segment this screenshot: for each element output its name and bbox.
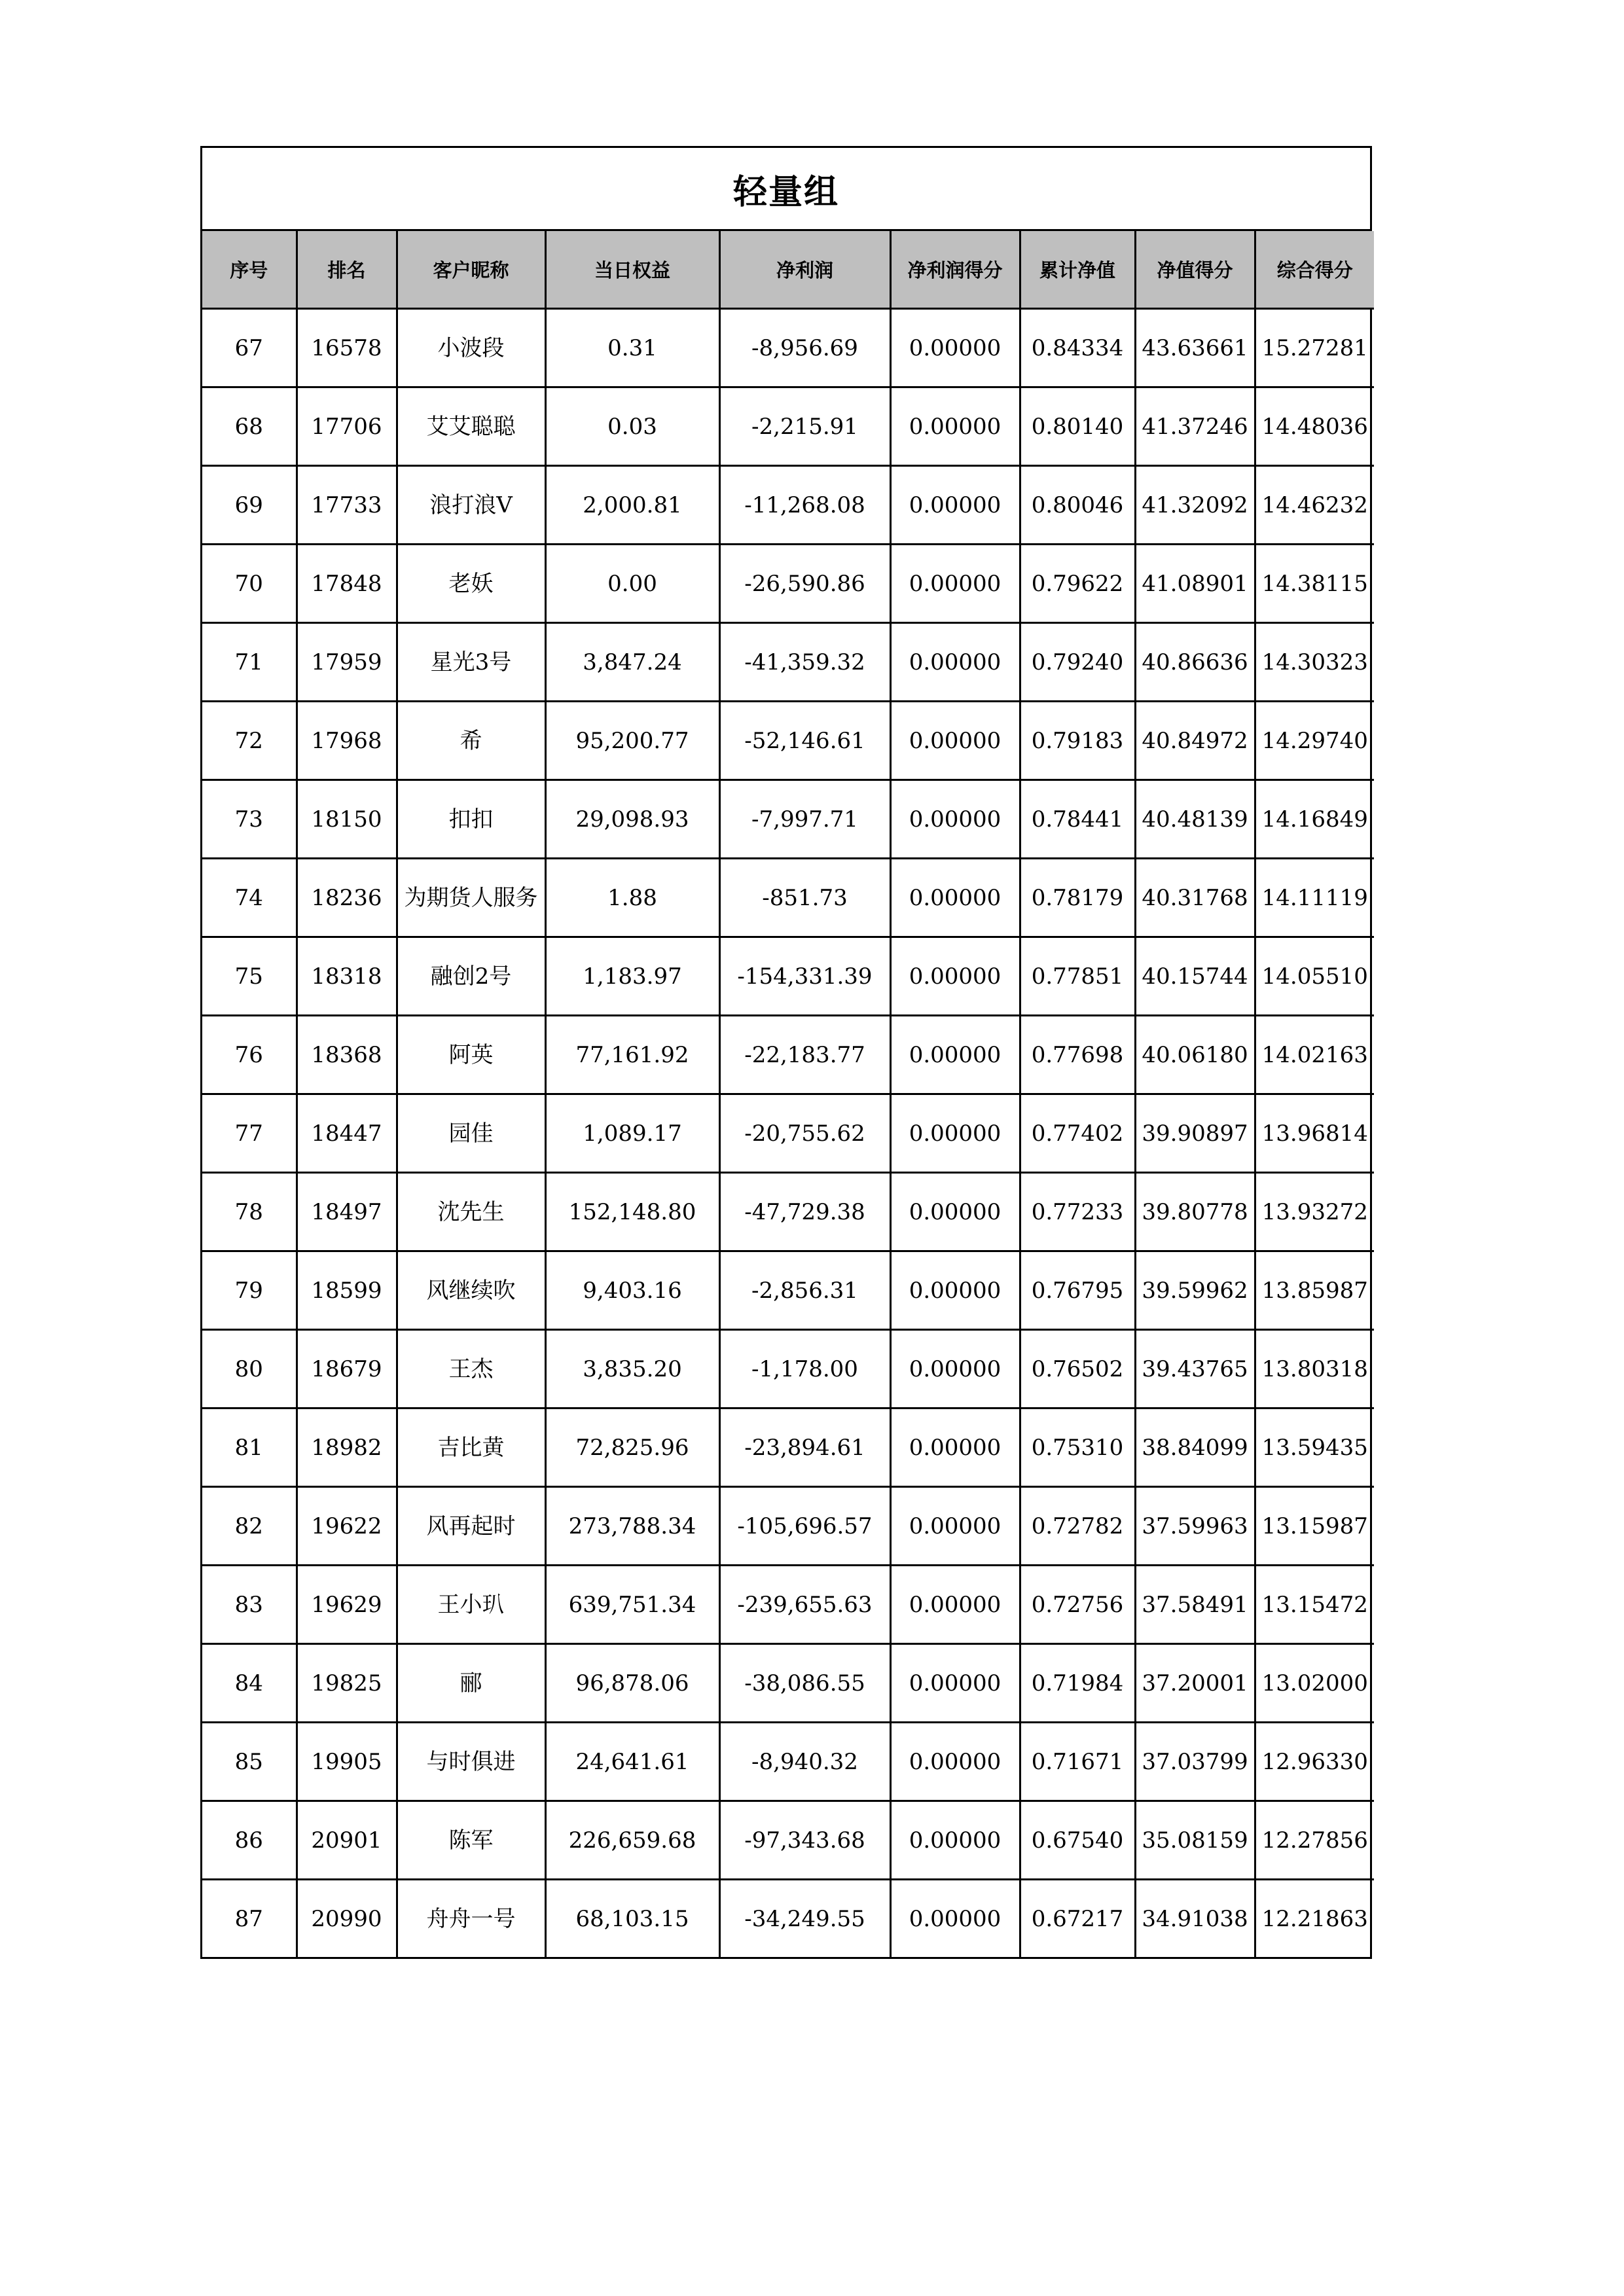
- cumulative-nav-cell: 0.79240: [1020, 623, 1135, 702]
- index-cell: 84: [202, 1644, 297, 1723]
- table-row: [202, 937, 1374, 1016]
- index-cell: 81: [202, 1408, 297, 1487]
- index-cell: 79: [202, 1251, 297, 1330]
- cumulative-nav-cell: 0.67217: [1020, 1880, 1135, 1958]
- nickname-cell: 吉比黄: [397, 1408, 545, 1487]
- header-net-profit: 净利润: [719, 231, 890, 309]
- equity-cell: 639,751.34: [545, 1566, 719, 1644]
- equity-cell: 24,641.61: [545, 1723, 719, 1801]
- nav-score-cell: 40.06180: [1135, 1016, 1255, 1094]
- cumulative-nav-cell: 0.72756: [1020, 1566, 1135, 1644]
- rank-cell: 19905: [297, 1723, 397, 1801]
- net-profit-cell: -34,249.55: [719, 1880, 890, 1958]
- rank-cell: 18679: [297, 1330, 397, 1408]
- table-row: [202, 1723, 1374, 1801]
- net-profit-cell: -23,894.61: [719, 1408, 890, 1487]
- nickname-cell: 阿英: [397, 1016, 545, 1094]
- equity-cell: 226,659.68: [545, 1801, 719, 1880]
- total-score-cell: 12.27856: [1255, 1801, 1374, 1880]
- rank-cell: 16578: [297, 309, 397, 387]
- index-cell: 83: [202, 1566, 297, 1644]
- index-cell: 78: [202, 1173, 297, 1251]
- index-cell: 76: [202, 1016, 297, 1094]
- nav-score-cell: 41.37246: [1135, 387, 1255, 466]
- nav-score-cell: 39.80778: [1135, 1173, 1255, 1251]
- table-row: [202, 1487, 1374, 1566]
- nav-score-cell: 40.48139: [1135, 780, 1255, 859]
- index-cell: 72: [202, 702, 297, 780]
- total-score-cell: 13.15472: [1255, 1566, 1374, 1644]
- net-profit-cell: -38,086.55: [719, 1644, 890, 1723]
- net-profit-score-cell: 0.00000: [890, 1094, 1020, 1173]
- table-row: [202, 1644, 1374, 1723]
- total-score-cell: 14.48036: [1255, 387, 1374, 466]
- net-profit-cell: -22,183.77: [719, 1016, 890, 1094]
- nav-score-cell: 37.03799: [1135, 1723, 1255, 1801]
- table-row: [202, 309, 1374, 387]
- net-profit-cell: -154,331.39: [719, 937, 890, 1016]
- nickname-cell: 陈军: [397, 1801, 545, 1880]
- net-profit-score-cell: 0.00000: [890, 387, 1020, 466]
- net-profit-cell: -41,359.32: [719, 623, 890, 702]
- total-score-cell: 14.30323: [1255, 623, 1374, 702]
- net-profit-score-cell: 0.00000: [890, 702, 1020, 780]
- nav-score-cell: 40.86636: [1135, 623, 1255, 702]
- net-profit-cell: -26,590.86: [719, 545, 890, 623]
- equity-cell: 3,847.24: [545, 623, 719, 702]
- table-row: [202, 702, 1374, 780]
- net-profit-score-cell: 0.00000: [890, 466, 1020, 545]
- total-score-cell: 14.38115: [1255, 545, 1374, 623]
- rank-cell: 18599: [297, 1251, 397, 1330]
- table-row: [202, 545, 1374, 623]
- equity-cell: 152,148.80: [545, 1173, 719, 1251]
- nav-score-cell: 39.90897: [1135, 1094, 1255, 1173]
- net-profit-cell: -2,856.31: [719, 1251, 890, 1330]
- table-row: [202, 1094, 1374, 1173]
- nickname-cell: 舟舟一号: [397, 1880, 545, 1958]
- header-cumulative-nav: 累计净值: [1020, 231, 1135, 309]
- cumulative-nav-cell: 0.76502: [1020, 1330, 1135, 1408]
- net-profit-score-cell: 0.00000: [890, 1801, 1020, 1880]
- net-profit-score-cell: 0.00000: [890, 1251, 1020, 1330]
- nickname-cell: 艾艾聪聪: [397, 387, 545, 466]
- table-row: [202, 623, 1374, 702]
- nickname-cell: 融创2号: [397, 937, 545, 1016]
- cumulative-nav-cell: 0.71671: [1020, 1723, 1135, 1801]
- net-profit-score-cell: 0.00000: [890, 1880, 1020, 1958]
- nav-score-cell: 40.15744: [1135, 937, 1255, 1016]
- cumulative-nav-cell: 0.72782: [1020, 1487, 1135, 1566]
- net-profit-cell: -851.73: [719, 859, 890, 937]
- nickname-cell: 郦: [397, 1644, 545, 1723]
- cumulative-nav-cell: 0.79622: [1020, 545, 1135, 623]
- rank-cell: 18368: [297, 1016, 397, 1094]
- cumulative-nav-cell: 0.77233: [1020, 1173, 1135, 1251]
- equity-cell: 0.31: [545, 309, 719, 387]
- total-score-cell: 15.27281: [1255, 309, 1374, 387]
- total-score-cell: 13.93272: [1255, 1173, 1374, 1251]
- table-title: 轻量组: [202, 148, 1370, 231]
- index-cell: 73: [202, 780, 297, 859]
- table-row: [202, 1251, 1374, 1330]
- nickname-cell: 王杰: [397, 1330, 545, 1408]
- nav-score-cell: 40.84972: [1135, 702, 1255, 780]
- rank-cell: 19622: [297, 1487, 397, 1566]
- equity-cell: 95,200.77: [545, 702, 719, 780]
- ranking-table: [202, 231, 1374, 1957]
- total-score-cell: 13.80318: [1255, 1330, 1374, 1408]
- rank-cell: 18447: [297, 1094, 397, 1173]
- net-profit-score-cell: 0.00000: [890, 309, 1020, 387]
- table-row: [202, 1801, 1374, 1880]
- nav-score-cell: 39.43765: [1135, 1330, 1255, 1408]
- equity-cell: 68,103.15: [545, 1880, 719, 1958]
- nickname-cell: 小波段: [397, 309, 545, 387]
- cumulative-nav-cell: 0.77698: [1020, 1016, 1135, 1094]
- equity-cell: 96,878.06: [545, 1644, 719, 1723]
- rank-cell: 18150: [297, 780, 397, 859]
- index-cell: 80: [202, 1330, 297, 1408]
- net-profit-score-cell: 0.00000: [890, 859, 1020, 937]
- total-score-cell: 12.21863: [1255, 1880, 1374, 1958]
- nav-score-cell: 35.08159: [1135, 1801, 1255, 1880]
- cumulative-nav-cell: 0.76795: [1020, 1251, 1135, 1330]
- rank-cell: 18236: [297, 859, 397, 937]
- equity-cell: 1,183.97: [545, 937, 719, 1016]
- nickname-cell: 浪打浪V: [397, 466, 545, 545]
- equity-cell: 1,089.17: [545, 1094, 719, 1173]
- header-total-score: 综合得分: [1255, 231, 1374, 309]
- index-cell: 87: [202, 1880, 297, 1958]
- index-cell: 86: [202, 1801, 297, 1880]
- index-cell: 85: [202, 1723, 297, 1801]
- nav-score-cell: 39.59962: [1135, 1251, 1255, 1330]
- nav-score-cell: 41.08901: [1135, 545, 1255, 623]
- rank-cell: 17733: [297, 466, 397, 545]
- rank-cell: 17959: [297, 623, 397, 702]
- net-profit-cell: -8,956.69: [719, 309, 890, 387]
- nav-score-cell: 38.84099: [1135, 1408, 1255, 1487]
- equity-cell: 72,825.96: [545, 1408, 719, 1487]
- table-row: [202, 466, 1374, 545]
- table-row: [202, 1330, 1374, 1408]
- net-profit-score-cell: 0.00000: [890, 1487, 1020, 1566]
- nav-score-cell: 37.59963: [1135, 1487, 1255, 1566]
- table-row: [202, 1016, 1374, 1094]
- net-profit-cell: -20,755.62: [719, 1094, 890, 1173]
- index-cell: 70: [202, 545, 297, 623]
- nickname-cell: 沈先生: [397, 1173, 545, 1251]
- header-equity: 当日权益: [545, 231, 719, 309]
- header-net-profit-score: 净利润得分: [890, 231, 1020, 309]
- net-profit-cell: -8,940.32: [719, 1723, 890, 1801]
- cumulative-nav-cell: 0.80140: [1020, 387, 1135, 466]
- total-score-cell: 14.11119: [1255, 859, 1374, 937]
- total-score-cell: 14.16849: [1255, 780, 1374, 859]
- header-nav-score: 净值得分: [1135, 231, 1255, 309]
- table-row: [202, 1880, 1374, 1958]
- nickname-cell: 为期货人服务: [397, 859, 545, 937]
- cumulative-nav-cell: 0.77851: [1020, 937, 1135, 1016]
- total-score-cell: 13.85987: [1255, 1251, 1374, 1330]
- equity-cell: 2,000.81: [545, 466, 719, 545]
- total-score-cell: 13.02000: [1255, 1644, 1374, 1723]
- nav-score-cell: 41.32092: [1135, 466, 1255, 545]
- total-score-cell: 13.96814: [1255, 1094, 1374, 1173]
- nav-score-cell: 37.20001: [1135, 1644, 1255, 1723]
- nickname-cell: 星光3号: [397, 623, 545, 702]
- nickname-cell: 风再起时: [397, 1487, 545, 1566]
- cumulative-nav-cell: 0.84334: [1020, 309, 1135, 387]
- nav-score-cell: 40.31768: [1135, 859, 1255, 937]
- equity-cell: 0.03: [545, 387, 719, 466]
- nickname-cell: 老妖: [397, 545, 545, 623]
- nickname-cell: 王小玐: [397, 1566, 545, 1644]
- net-profit-cell: -7,997.71: [719, 780, 890, 859]
- equity-cell: 77,161.92: [545, 1016, 719, 1094]
- rank-cell: 18982: [297, 1408, 397, 1487]
- total-score-cell: 14.29740: [1255, 702, 1374, 780]
- cumulative-nav-cell: 0.78441: [1020, 780, 1135, 859]
- rank-cell: 17848: [297, 545, 397, 623]
- header-index: 序号: [202, 231, 297, 309]
- net-profit-score-cell: 0.00000: [890, 1016, 1020, 1094]
- cumulative-nav-cell: 0.75310: [1020, 1408, 1135, 1487]
- net-profit-cell: -239,655.63: [719, 1566, 890, 1644]
- net-profit-cell: -105,696.57: [719, 1487, 890, 1566]
- header-rank: 排名: [297, 231, 397, 309]
- index-cell: 69: [202, 466, 297, 545]
- index-cell: 75: [202, 937, 297, 1016]
- net-profit-cell: -52,146.61: [719, 702, 890, 780]
- rank-cell: 20901: [297, 1801, 397, 1880]
- rank-cell: 17706: [297, 387, 397, 466]
- nickname-cell: 园佳: [397, 1094, 545, 1173]
- header-nickname: 客户昵称: [397, 231, 545, 309]
- equity-cell: 0.00: [545, 545, 719, 623]
- net-profit-score-cell: 0.00000: [890, 1566, 1020, 1644]
- net-profit-cell: -97,343.68: [719, 1801, 890, 1880]
- cumulative-nav-cell: 0.80046: [1020, 466, 1135, 545]
- index-cell: 82: [202, 1487, 297, 1566]
- net-profit-cell: -1,178.00: [719, 1330, 890, 1408]
- equity-cell: 29,098.93: [545, 780, 719, 859]
- index-cell: 68: [202, 387, 297, 466]
- equity-cell: 1.88: [545, 859, 719, 937]
- table-row: [202, 859, 1374, 937]
- table-row: [202, 1566, 1374, 1644]
- equity-cell: 9,403.16: [545, 1251, 719, 1330]
- equity-cell: 273,788.34: [545, 1487, 719, 1566]
- net-profit-cell: -2,215.91: [719, 387, 890, 466]
- nickname-cell: 与时俱进: [397, 1723, 545, 1801]
- rank-cell: 19629: [297, 1566, 397, 1644]
- net-profit-score-cell: 0.00000: [890, 780, 1020, 859]
- rank-cell: 18318: [297, 937, 397, 1016]
- index-cell: 71: [202, 623, 297, 702]
- cumulative-nav-cell: 0.79183: [1020, 702, 1135, 780]
- nickname-cell: 扣扣: [397, 780, 545, 859]
- cumulative-nav-cell: 0.77402: [1020, 1094, 1135, 1173]
- index-cell: 74: [202, 859, 297, 937]
- cumulative-nav-cell: 0.67540: [1020, 1801, 1135, 1880]
- nav-score-cell: 34.91038: [1135, 1880, 1255, 1958]
- total-score-cell: 12.96330: [1255, 1723, 1374, 1801]
- index-cell: 67: [202, 309, 297, 387]
- total-score-cell: 14.46232: [1255, 466, 1374, 545]
- table-row: [202, 1173, 1374, 1251]
- net-profit-score-cell: 0.00000: [890, 1173, 1020, 1251]
- table-row: [202, 1408, 1374, 1487]
- net-profit-score-cell: 0.00000: [890, 1408, 1020, 1487]
- total-score-cell: 14.02163: [1255, 1016, 1374, 1094]
- net-profit-score-cell: 0.00000: [890, 1330, 1020, 1408]
- rank-cell: 20990: [297, 1880, 397, 1958]
- ranking-table-sheet: [200, 146, 1372, 1959]
- equity-cell: 3,835.20: [545, 1330, 719, 1408]
- net-profit-score-cell: 0.00000: [890, 623, 1020, 702]
- nav-score-cell: 37.58491: [1135, 1566, 1255, 1644]
- rank-cell: 18497: [297, 1173, 397, 1251]
- rank-cell: 17968: [297, 702, 397, 780]
- cumulative-nav-cell: 0.78179: [1020, 859, 1135, 937]
- net-profit-cell: -47,729.38: [719, 1173, 890, 1251]
- table-row: [202, 780, 1374, 859]
- header-row: [202, 231, 1374, 309]
- net-profit-score-cell: 0.00000: [890, 1644, 1020, 1723]
- table-row: [202, 387, 1374, 466]
- nickname-cell: 希: [397, 702, 545, 780]
- index-cell: 77: [202, 1094, 297, 1173]
- total-score-cell: 13.15987: [1255, 1487, 1374, 1566]
- net-profit-score-cell: 0.00000: [890, 545, 1020, 623]
- cumulative-nav-cell: 0.71984: [1020, 1644, 1135, 1723]
- net-profit-cell: -11,268.08: [719, 466, 890, 545]
- table-body: [202, 309, 1374, 1958]
- total-score-cell: 14.05510: [1255, 937, 1374, 1016]
- nickname-cell: 风继续吹: [397, 1251, 545, 1330]
- net-profit-score-cell: 0.00000: [890, 1723, 1020, 1801]
- net-profit-score-cell: 0.00000: [890, 937, 1020, 1016]
- rank-cell: 19825: [297, 1644, 397, 1723]
- nav-score-cell: 43.63661: [1135, 309, 1255, 387]
- total-score-cell: 13.59435: [1255, 1408, 1374, 1487]
